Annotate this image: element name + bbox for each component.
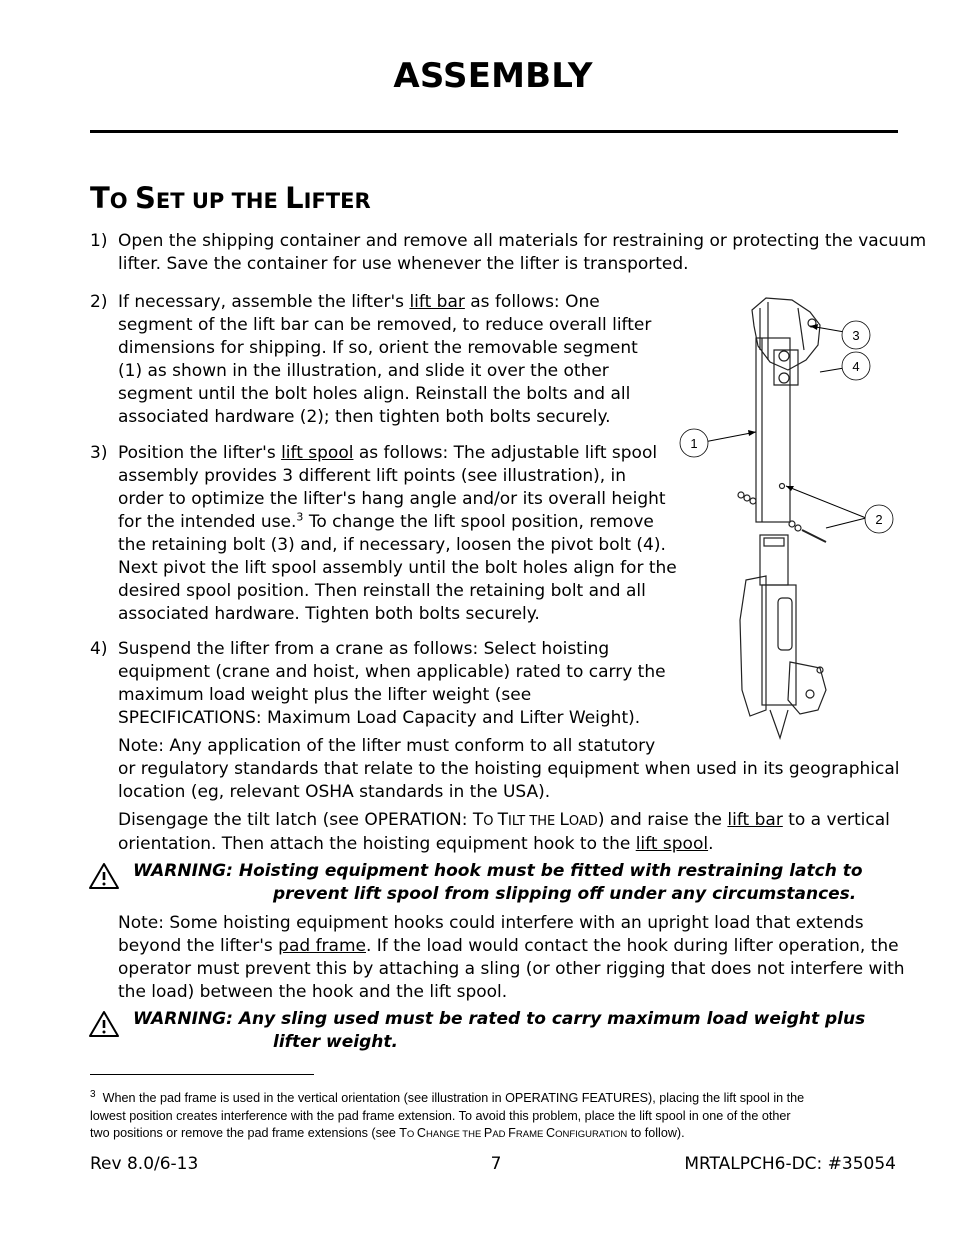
term-lift-spool: lift spool	[635, 834, 709, 854]
page-number: 7	[490, 1154, 502, 1174]
footnote: $^3$ When the pad frame is used in the vertical orientation (see illustration in OPERATING FEATURES), placing the lift spool in the lowest position creates interference with the pad frame extension. To avoid this problem, place the lift spool in one of the other two positions or remove the pad frame extensions (see TO CHANGE THE PAD FRAME CONFIGURATION to follow).	[90, 1088, 805, 1140]
lifter-illustration	[670, 290, 900, 745]
term-pad-frame: pad frame	[278, 936, 366, 956]
term-lift-bar: lift bar	[727, 810, 783, 830]
note-statutory: Note: Any application of the lifter must conform to all statutory or regulatory standards that relate to the hoisting equipment when used in its geographical location (eg, relevant OSHA standards in the USA).	[118, 736, 900, 802]
step-number: 2)	[90, 292, 108, 312]
disengage-text: Disengage the tilt latch (see OPERATION: TO TILT THE LOAD) and raise the lift bar to a vertical orientation. Then attach the hoisting equipment hook to the lift spool.	[118, 810, 890, 854]
warning-triangle-icon	[88, 862, 120, 890]
step1-text: Open the shipping container and remove all materials for restraining or protecting the vacuum lifter. Save the container for use whenever the lifter is transported.	[118, 231, 927, 274]
term-lift-bar: lift bar	[409, 292, 465, 312]
note-hook-interference: Note: Some hoisting equipment hooks could interfere with an upright load that extends beyond the lifter's pad frame. If the load would contact the hook during lifter operation, the operator must prevent this by attaching a sling (or other rigging that does not interfere with the load) between the hook and the lift spool.	[118, 913, 905, 1002]
step-number: 3)	[90, 443, 108, 463]
step-number: 4)	[90, 639, 108, 659]
step2-text: If necessary, assemble the lifter's lift bar as follows: One segment of the lift bar can be removed, to reduce overall lifter dimensions for shipping. If so, orient the removable segment (1) as shown in the illustration, and slide it over the other segment until the bolt holes align. Reinstall the bolts and all associated hardware (2); then tighten both bolts securely.	[118, 292, 652, 427]
title-rule	[90, 130, 898, 133]
footnote-ref: 3	[296, 510, 304, 524]
warning-triangle-icon	[88, 1010, 120, 1038]
warning-sling-rating: WARNING: Any sling used must be rated to carry maximum load weight plus lifter weight.	[133, 1009, 866, 1052]
footer-doc-id: MRTALPCH6-DC: #35054	[684, 1154, 896, 1174]
step3-text: Position the lifter's lift spool as follows: The adjustable lift spool assembly provides 3 different lift points (see illustration), in order to optimize the lifter's hang angle and/or its overall height for the intended use.$^3$ To change the lift spool position, remove the retaining bolt (3) and, if necessary, loosen the pivot bolt (4). Next pivot the lift spool assembly until the bolt holes align for the desired spool position. Then reinstall the retaining bolt and all associated hardware. Tighten both bolts securely.	[118, 443, 677, 624]
callout-4: 4	[852, 359, 860, 374]
footer-revision: Rev 8.0/6-13	[90, 1154, 199, 1174]
footnote-rule	[90, 1074, 314, 1075]
step4-text: Suspend the lifter from a crane as follows: Select hoisting equipment (crane and hoist, when applicable) rated to carry the maximum load weight plus the lifter weight (see SPECIFICATIONS: Maximum Load Capacity and Lifter Weight).	[118, 639, 666, 728]
callout-3: 3	[852, 328, 860, 343]
callout-1: 1	[690, 436, 698, 451]
footnote-mark: 3	[90, 1088, 96, 1100]
step-number: 1)	[90, 231, 108, 251]
callout-2: 2	[875, 512, 883, 527]
section-heading: TO SET UP THE LIFTER	[90, 181, 371, 215]
term-lift-spool: lift spool	[281, 443, 354, 463]
warning-hook-latch: WARNING: Hoisting equipment hook must be fitted with restraining latch to prevent lift spool from slipping off under any circumstances.	[133, 861, 863, 904]
page-title: ASSEMBLY	[393, 56, 593, 96]
